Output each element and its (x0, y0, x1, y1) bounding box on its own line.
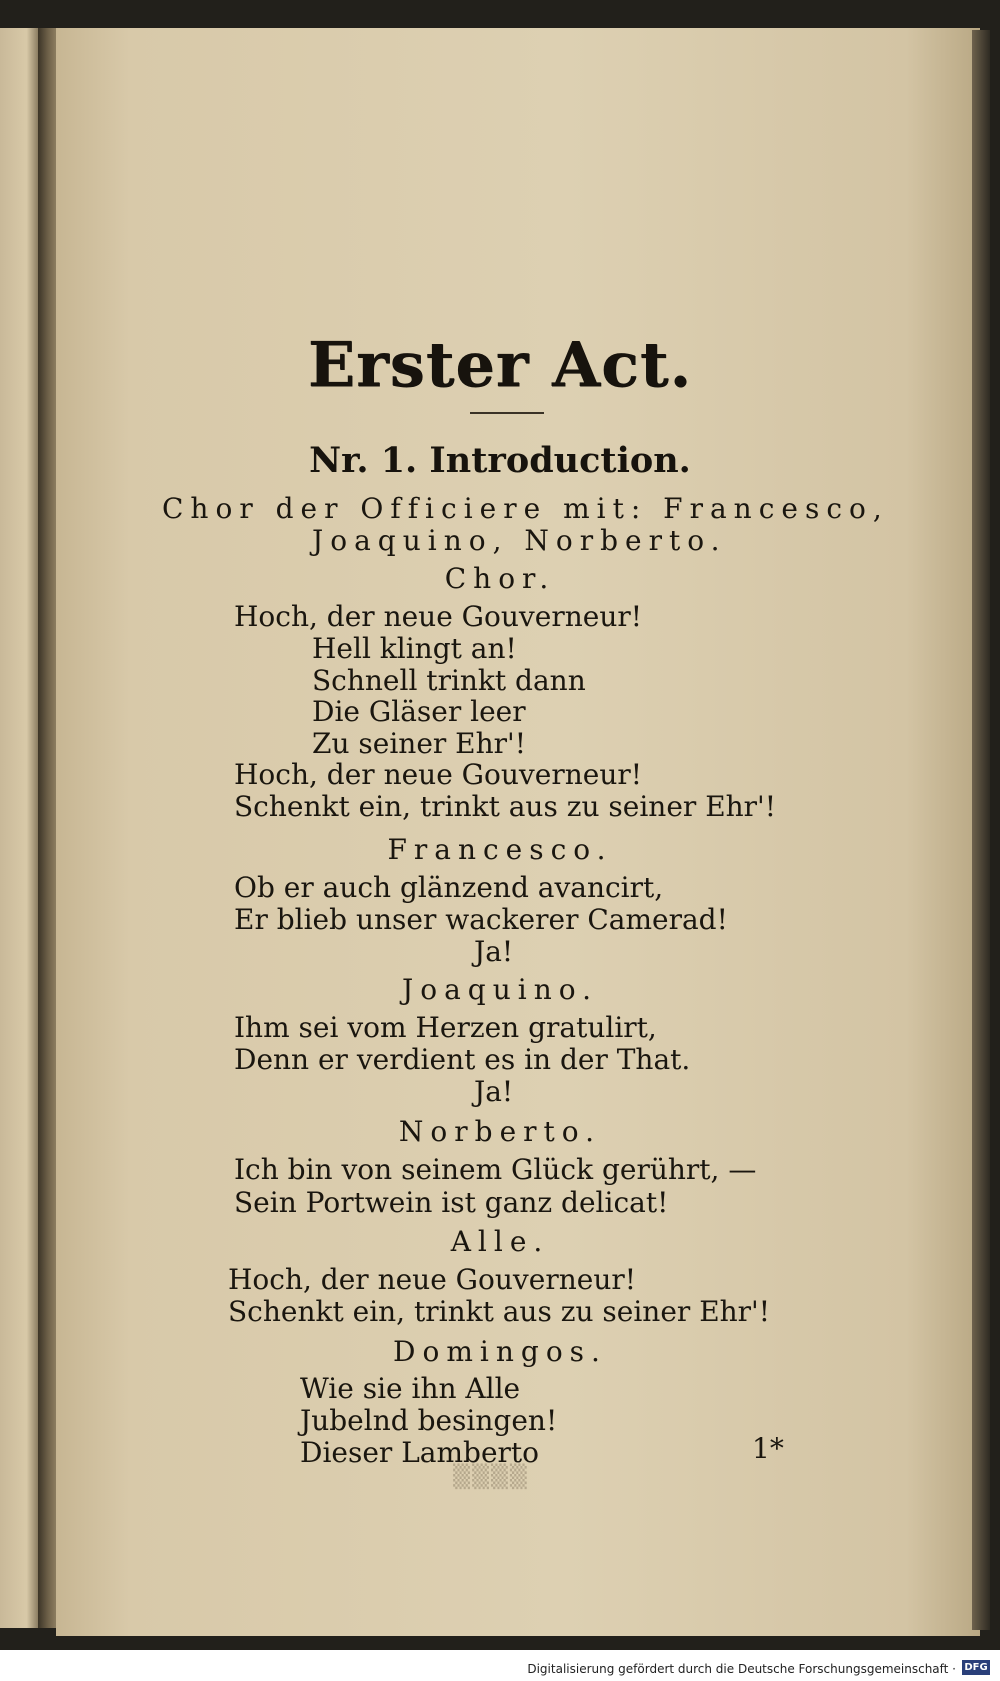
verse-line: Schenkt ein, trinkt aus zu seiner Ehr'! (228, 1295, 770, 1328)
verse-line: Zu seiner Ehr'! (312, 727, 526, 760)
dfg-logo: DFG (962, 1660, 990, 1675)
verse-line: Ihm sei vom Herzen gratulirt, (234, 1011, 657, 1044)
left-page-edge (0, 28, 38, 1628)
page-number: 1* (752, 1432, 784, 1465)
verse-line: Er blieb unser wackerer Camerad! (234, 903, 728, 936)
verse-line: Ja! (474, 1075, 514, 1108)
speaker-norberto: Norberto. (398, 1115, 602, 1148)
verse-line: Sein Portwein ist ganz delicat! (234, 1186, 669, 1219)
verse-line: Ich bin von seinem Glück gerührt, — (234, 1153, 757, 1186)
speaker-joaquino: Joaquino. (402, 973, 598, 1006)
speaker-alle: Alle. (450, 1225, 550, 1258)
speaker-francesco: Francesco. (387, 833, 613, 866)
verse-line: Hoch, der neue Gouverneur! (234, 758, 642, 791)
verse-line: Hell klingt an! (312, 632, 517, 665)
digitization-credit: Digitalisierung gefördert durch die Deutsche Forschungsgemeinschaft · (527, 1662, 956, 1676)
verse-line: Schenkt ein, trinkt aus zu seiner Ehr'! (234, 790, 776, 823)
right-page-edge (972, 30, 990, 1630)
verse-line: Ob er auch glänzend avancirt, (234, 871, 664, 904)
verse-line: Die Gläser leer (312, 695, 526, 728)
cast-line: Joaquino, Norberto. (312, 524, 727, 557)
faded-library-stamp: ▒▒▒▒ (453, 1465, 529, 1490)
act-title: Erster Act. (307, 328, 693, 401)
verse-line: Hoch, der neue Gouverneur! (234, 600, 642, 633)
verse-line: Denn er verdient es in der That. (234, 1043, 691, 1076)
verse-line: Schnell trinkt dann (312, 664, 586, 697)
verse-line: Jubelnd besingen! (300, 1404, 558, 1437)
number-heading: Nr. 1. Introduction. (309, 440, 691, 481)
verse-line: Dieser Lamberto (300, 1436, 540, 1469)
verse-line: Hoch, der neue Gouverneur! (228, 1263, 636, 1296)
speaker-domingos: Domingos. (393, 1335, 607, 1368)
verse-line: Wie sie ihn Alle (300, 1372, 521, 1405)
cast-line: Chor der Officiere mit: Francesco, (162, 492, 889, 525)
verse-line: Ja! (474, 935, 514, 968)
title-rule (470, 412, 544, 414)
speaker-chor: Chor. (444, 562, 556, 595)
